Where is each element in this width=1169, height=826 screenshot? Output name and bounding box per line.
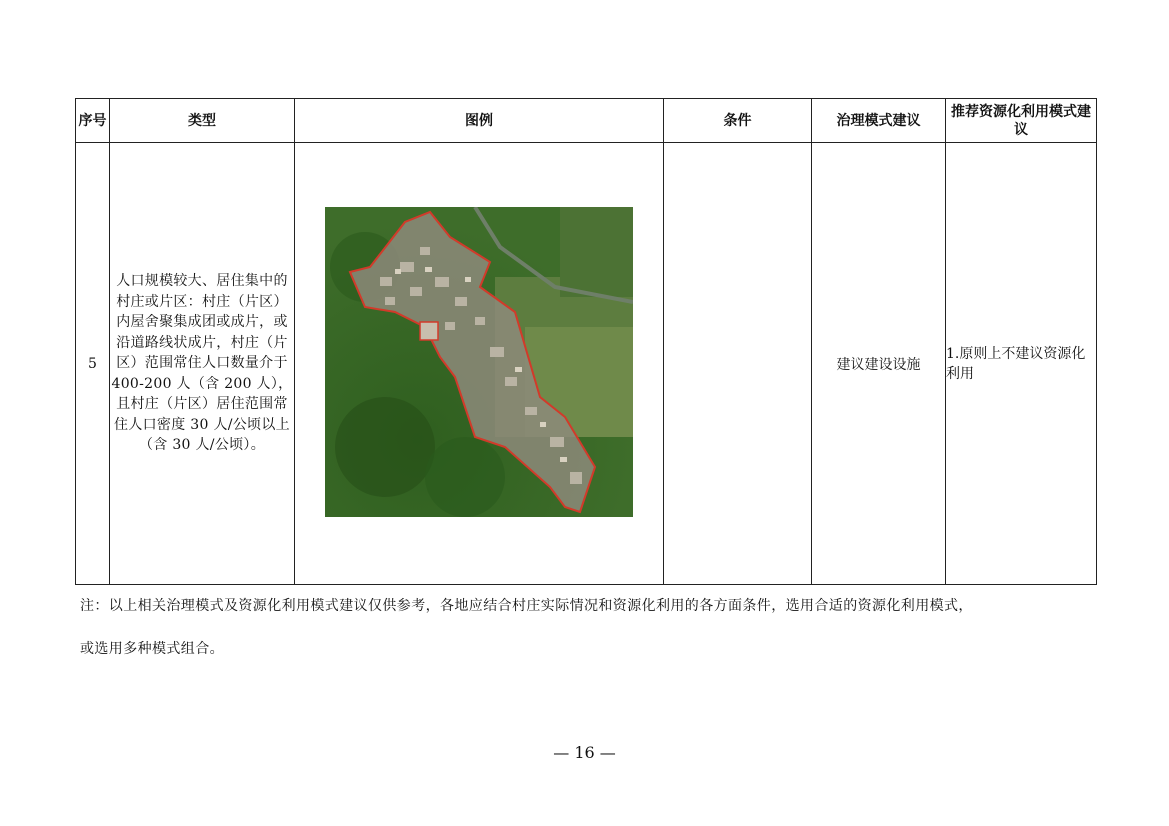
row-governance-suggestion: 建议建设设施	[812, 143, 946, 585]
row-type-description: 人口规模较大、居住集中的村庄或片区：村庄（片区）内屋舍聚集成团或成片，或沿道路线状成片，村庄（片区）范围常住人口数量介于 400-200 人（含 200 人），且村庄（片区）居住范围常住人口密度 30 人/公顷以上（含 30 人/公顷）。	[110, 143, 295, 585]
row-resource-suggestion: 1.原则上不建议资源化利用	[946, 143, 1097, 585]
header-governance: 治理模式建议	[812, 99, 946, 143]
row-number: 5	[76, 143, 110, 585]
row-conditions	[664, 143, 812, 585]
header-no: 序号	[76, 99, 110, 143]
page-number: — 16 —	[553, 743, 616, 762]
header-resource: 推荐资源化利用模式建议	[946, 99, 1097, 143]
header-type: 类型	[110, 99, 295, 143]
table-note-line-2: 或选用多种模式组合。	[80, 641, 224, 657]
header-illustration: 图例	[295, 99, 664, 143]
table-note-line-1: 注：以上相关治理模式及资源化利用模式建议仅供参考，各地应结合村庄实际情况和资源化利用的各方面条件，选用合适的资源化利用模式，	[80, 598, 973, 614]
governance-mode-table	[75, 98, 1097, 585]
satellite-image	[325, 207, 633, 517]
table-header-row	[76, 99, 1097, 143]
row-illustration	[295, 143, 664, 585]
table-row	[76, 143, 1097, 585]
header-conditions: 条件	[664, 99, 812, 143]
